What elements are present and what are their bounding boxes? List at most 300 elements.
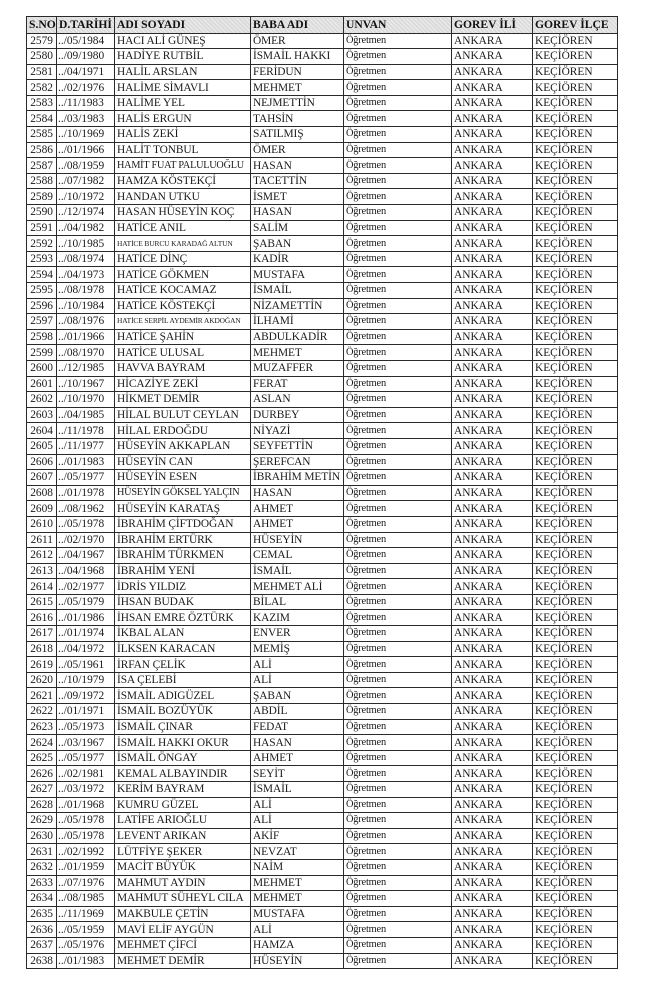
full-name-cell: MAHMUT SÜHEYL CILA <box>115 891 251 907</box>
full-name-cell: HAMZA KÖSTEKÇİ <box>115 173 251 189</box>
duty-district-cell: KEÇİÖREN <box>533 937 618 953</box>
duty-district-cell: KEÇİÖREN <box>533 563 618 579</box>
table-row <box>27 111 618 127</box>
birth-date-cell: ../02/1981 <box>57 766 115 782</box>
title-cell: Öğretmen <box>344 516 452 532</box>
birth-date-cell: ../10/1967 <box>57 376 115 392</box>
table-row <box>27 782 618 798</box>
sno-cell: 2596 <box>27 298 57 314</box>
full-name-cell: İSMAİL ÇINAR <box>115 719 251 735</box>
birth-date-cell: ../01/1978 <box>57 485 115 501</box>
sno-cell: 2606 <box>27 454 57 470</box>
table-row <box>27 844 618 860</box>
duty-city-cell: ANKARA <box>452 298 533 314</box>
table-row <box>27 33 618 49</box>
full-name-cell: HAMİT FUAT PALULUOĞLU <box>115 158 251 174</box>
father-name-cell: NEJMETTİN <box>251 95 344 111</box>
title-cell: Öğretmen <box>344 906 452 922</box>
table-row <box>27 641 618 657</box>
duty-district-cell: KEÇİÖREN <box>533 111 618 127</box>
father-name-cell: MEHMET ALİ <box>251 579 344 595</box>
father-name-cell: FERAT <box>251 376 344 392</box>
father-name-cell: ASLAN <box>251 392 344 408</box>
full-name-cell: HATİCE GÖKMEN <box>115 267 251 283</box>
title-cell: Öğretmen <box>344 267 452 283</box>
full-name-cell: İBRAHİM YENİ <box>115 563 251 579</box>
father-name-cell: ABDULKADİR <box>251 329 344 345</box>
title-cell: Öğretmen <box>344 485 452 501</box>
title-cell: Öğretmen <box>344 298 452 314</box>
duty-district-cell: KEÇİÖREN <box>533 314 618 330</box>
birth-date-cell: ../05/1979 <box>57 594 115 610</box>
full-name-cell: HALİME YEL <box>115 95 251 111</box>
duty-city-cell: ANKARA <box>452 828 533 844</box>
full-name-cell: MEHMET DEMİR <box>115 953 251 969</box>
duty-city-cell: ANKARA <box>452 641 533 657</box>
table-row <box>27 376 618 392</box>
table-row <box>27 548 618 564</box>
table-row <box>27 859 618 875</box>
duty-district-cell: KEÇİÖREN <box>533 719 618 735</box>
birth-date-cell: ../01/1966 <box>57 329 115 345</box>
full-name-cell: HİCAZİYE ZEKİ <box>115 376 251 392</box>
full-name-cell: HACI ALİ GÜNEŞ <box>115 33 251 49</box>
birth-date-cell: ../10/1969 <box>57 127 115 143</box>
title-cell: Öğretmen <box>344 33 452 49</box>
birth-date-cell: ../01/1986 <box>57 610 115 626</box>
title-cell: Öğretmen <box>344 142 452 158</box>
table-row <box>27 735 618 751</box>
duty-city-cell: ANKARA <box>452 672 533 688</box>
sno-cell: 2611 <box>27 532 57 548</box>
birth-date-cell: ../01/1983 <box>57 454 115 470</box>
duty-district-cell: KEÇİÖREN <box>533 766 618 782</box>
table-row <box>27 922 618 938</box>
title-cell: Öğretmen <box>344 329 452 345</box>
father-name-cell: İSMAİL <box>251 283 344 299</box>
table-row <box>27 220 618 236</box>
duty-city-cell: ANKARA <box>452 875 533 891</box>
title-cell: Öğretmen <box>344 953 452 969</box>
title-cell: Öğretmen <box>344 563 452 579</box>
title-cell: Öğretmen <box>344 111 452 127</box>
table-row <box>27 95 618 111</box>
header-birth-date: D.TARİHİ <box>57 17 115 34</box>
duty-city-cell: ANKARA <box>452 750 533 766</box>
full-name-cell: İBRAHİM TÜRKMEN <box>115 548 251 564</box>
sno-cell: 2637 <box>27 937 57 953</box>
table-row <box>27 516 618 532</box>
father-name-cell: CEMAL <box>251 548 344 564</box>
title-cell: Öğretmen <box>344 641 452 657</box>
table-row <box>27 267 618 283</box>
table-row <box>27 891 618 907</box>
full-name-cell: HASAN HÜSEYİN KOÇ <box>115 205 251 221</box>
full-name-cell: İBRAHİM ERTÜRK <box>115 532 251 548</box>
father-name-cell: MUSTAFA <box>251 267 344 283</box>
duty-district-cell: KEÇİÖREN <box>533 672 618 688</box>
sno-cell: 2581 <box>27 64 57 80</box>
duty-district-cell: KEÇİÖREN <box>533 127 618 143</box>
table-row <box>27 407 618 423</box>
duty-city-cell: ANKARA <box>452 626 533 642</box>
title-cell: Öğretmen <box>344 251 452 267</box>
birth-date-cell: ../08/1959 <box>57 158 115 174</box>
father-name-cell: HÜSEYİN <box>251 532 344 548</box>
table-row <box>27 813 618 829</box>
title-cell: Öğretmen <box>344 657 452 673</box>
sno-cell: 2624 <box>27 735 57 751</box>
title-cell: Öğretmen <box>344 844 452 860</box>
duty-city-cell: ANKARA <box>452 782 533 798</box>
table-row <box>27 189 618 205</box>
title-cell: Öğretmen <box>344 672 452 688</box>
sno-cell: 2626 <box>27 766 57 782</box>
table-row <box>27 704 618 720</box>
sno-cell: 2600 <box>27 360 57 376</box>
father-name-cell: DURBEY <box>251 407 344 423</box>
document-sheet <box>26 16 617 969</box>
father-name-cell: NEVZAT <box>251 844 344 860</box>
title-cell: Öğretmen <box>344 64 452 80</box>
birth-date-cell: ../03/1972 <box>57 782 115 798</box>
birth-date-cell: ../11/1977 <box>57 438 115 454</box>
full-name-cell: İDRİS YILDIZ <box>115 579 251 595</box>
father-name-cell: MEHMET <box>251 891 344 907</box>
father-name-cell: ALİ <box>251 797 344 813</box>
duty-district-cell: KEÇİÖREN <box>533 828 618 844</box>
duty-district-cell: KEÇİÖREN <box>533 688 618 704</box>
sno-cell: 2587 <box>27 158 57 174</box>
birth-date-cell: ../08/1978 <box>57 283 115 299</box>
duty-city-cell: ANKARA <box>452 485 533 501</box>
birth-date-cell: ../10/1984 <box>57 298 115 314</box>
title-cell: Öğretmen <box>344 236 452 252</box>
father-name-cell: NİYAZİ <box>251 423 344 439</box>
title-cell: Öğretmen <box>344 49 452 65</box>
full-name-cell: KEMAL ALBAYINDIR <box>115 766 251 782</box>
title-cell: Öğretmen <box>344 283 452 299</box>
title-cell: Öğretmen <box>344 407 452 423</box>
full-name-cell: HATİCE ANIL <box>115 220 251 236</box>
table-row <box>27 828 618 844</box>
title-cell: Öğretmen <box>344 891 452 907</box>
full-name-cell: HATİCE DİNÇ <box>115 251 251 267</box>
table-row <box>27 953 618 969</box>
father-name-cell: ALİ <box>251 657 344 673</box>
sno-cell: 2585 <box>27 127 57 143</box>
title-cell: Öğretmen <box>344 766 452 782</box>
father-name-cell: ŞABAN <box>251 688 344 704</box>
father-name-cell: ENVER <box>251 626 344 642</box>
father-name-cell: KADİR <box>251 251 344 267</box>
sno-cell: 2592 <box>27 236 57 252</box>
duty-city-cell: ANKARA <box>452 548 533 564</box>
sno-cell: 2617 <box>27 626 57 642</box>
duty-district-cell: KEÇİÖREN <box>533 392 618 408</box>
birth-date-cell: ../08/1970 <box>57 345 115 361</box>
birth-date-cell: ../01/1983 <box>57 953 115 969</box>
full-name-cell: KERİM BAYRAM <box>115 782 251 798</box>
sno-cell: 2616 <box>27 610 57 626</box>
duty-city-cell: ANKARA <box>452 501 533 517</box>
duty-district-cell: KEÇİÖREN <box>533 438 618 454</box>
father-name-cell: MUSTAFA <box>251 906 344 922</box>
full-name-cell: HATİCE KÖSTEKÇİ <box>115 298 251 314</box>
sno-cell: 2625 <box>27 750 57 766</box>
father-name-cell: ŞEREFCAN <box>251 454 344 470</box>
father-name-cell: MEHMET <box>251 875 344 891</box>
table-row <box>27 205 618 221</box>
duty-district-cell: KEÇİÖREN <box>533 548 618 564</box>
full-name-cell: HÜSEYİN KARATAŞ <box>115 501 251 517</box>
title-cell: Öğretmen <box>344 345 452 361</box>
full-name-cell: HADİYE RUTBİL <box>115 49 251 65</box>
sno-cell: 2599 <box>27 345 57 361</box>
birth-date-cell: ../01/1959 <box>57 859 115 875</box>
sno-cell: 2610 <box>27 516 57 532</box>
sno-cell: 2597 <box>27 314 57 330</box>
father-name-cell: TAHSİN <box>251 111 344 127</box>
sno-cell: 2588 <box>27 173 57 189</box>
full-name-cell: İSMAİL ADIGÜZEL <box>115 688 251 704</box>
full-name-cell: MEHMET ÇİFCİ <box>115 937 251 953</box>
birth-date-cell: ../05/1973 <box>57 719 115 735</box>
title-cell: Öğretmen <box>344 438 452 454</box>
duty-city-cell: ANKARA <box>452 314 533 330</box>
duty-district-cell: KEÇİÖREN <box>533 251 618 267</box>
table-row <box>27 937 618 953</box>
personnel-table <box>26 16 618 969</box>
father-name-cell: ALİ <box>251 813 344 829</box>
birth-date-cell: ../08/1985 <box>57 891 115 907</box>
birth-date-cell: ../05/1978 <box>57 813 115 829</box>
duty-district-cell: KEÇİÖREN <box>533 142 618 158</box>
full-name-cell: MAKBULE ÇETİN <box>115 906 251 922</box>
table-row <box>27 360 618 376</box>
father-name-cell: İBRAHİM METİN <box>251 470 344 486</box>
sno-cell: 2603 <box>27 407 57 423</box>
duty-district-cell: KEÇİÖREN <box>533 470 618 486</box>
duty-city-cell: ANKARA <box>452 953 533 969</box>
birth-date-cell: ../01/1968 <box>57 797 115 813</box>
table-row <box>27 438 618 454</box>
table-row <box>27 610 618 626</box>
table-row <box>27 423 618 439</box>
duty-district-cell: KEÇİÖREN <box>533 750 618 766</box>
sno-cell: 2613 <box>27 563 57 579</box>
table-row <box>27 672 618 688</box>
sno-cell: 2635 <box>27 906 57 922</box>
header-duty-city: GOREV İLİ <box>452 17 533 34</box>
full-name-cell: HATİCE SERPİL AYDEMİR AKDOĞAN <box>115 314 251 330</box>
duty-city-cell: ANKARA <box>452 360 533 376</box>
table-row <box>27 750 618 766</box>
table-row <box>27 236 618 252</box>
full-name-cell: İHSAN BUDAK <box>115 594 251 610</box>
duty-city-cell: ANKARA <box>452 127 533 143</box>
father-name-cell: İSMAİL <box>251 563 344 579</box>
table-row <box>27 314 618 330</box>
table-row <box>27 719 618 735</box>
title-cell: Öğretmen <box>344 173 452 189</box>
title-cell: Öğretmen <box>344 532 452 548</box>
father-name-cell: HÜSEYİN <box>251 953 344 969</box>
duty-city-cell: ANKARA <box>452 423 533 439</box>
table-row <box>27 158 618 174</box>
title-cell: Öğretmen <box>344 610 452 626</box>
birth-date-cell: ../11/1978 <box>57 423 115 439</box>
father-name-cell: HASAN <box>251 205 344 221</box>
duty-city-cell: ANKARA <box>452 236 533 252</box>
birth-date-cell: ../04/1968 <box>57 563 115 579</box>
father-name-cell: FERİDUN <box>251 64 344 80</box>
father-name-cell: HASAN <box>251 485 344 501</box>
sno-cell: 2582 <box>27 80 57 96</box>
duty-district-cell: KEÇİÖREN <box>533 875 618 891</box>
duty-district-cell: KEÇİÖREN <box>533 891 618 907</box>
full-name-cell: İSA ÇELEBİ <box>115 672 251 688</box>
table-row <box>27 298 618 314</box>
father-name-cell: SALİM <box>251 220 344 236</box>
duty-district-cell: KEÇİÖREN <box>533 49 618 65</box>
father-name-cell: SATILMIŞ <box>251 127 344 143</box>
sno-cell: 2607 <box>27 470 57 486</box>
father-name-cell: İSMAİL <box>251 782 344 798</box>
table-row <box>27 283 618 299</box>
duty-city-cell: ANKARA <box>452 407 533 423</box>
title-cell: Öğretmen <box>344 80 452 96</box>
full-name-cell: İSMAİL HAKKI OKUR <box>115 735 251 751</box>
sno-cell: 2630 <box>27 828 57 844</box>
birth-date-cell: ../01/1974 <box>57 626 115 642</box>
duty-district-cell: KEÇİÖREN <box>533 610 618 626</box>
birth-date-cell: ../04/1971 <box>57 64 115 80</box>
sno-cell: 2633 <box>27 875 57 891</box>
duty-district-cell: KEÇİÖREN <box>533 532 618 548</box>
birth-date-cell: ../04/1982 <box>57 220 115 236</box>
duty-district-cell: KEÇİÖREN <box>533 329 618 345</box>
father-name-cell: AHMET <box>251 501 344 517</box>
sno-cell: 2634 <box>27 891 57 907</box>
title-cell: Öğretmen <box>344 423 452 439</box>
table-row <box>27 797 618 813</box>
table-row <box>27 64 618 80</box>
duty-city-cell: ANKARA <box>452 64 533 80</box>
duty-city-cell: ANKARA <box>452 95 533 111</box>
sno-cell: 2580 <box>27 49 57 65</box>
duty-district-cell: KEÇİÖREN <box>533 205 618 221</box>
sno-cell: 2584 <box>27 111 57 127</box>
duty-district-cell: KEÇİÖREN <box>533 579 618 595</box>
duty-city-cell: ANKARA <box>452 922 533 938</box>
duty-district-cell: KEÇİÖREN <box>533 345 618 361</box>
birth-date-cell: ../05/1978 <box>57 828 115 844</box>
full-name-cell: HÜSEYİN ESEN <box>115 470 251 486</box>
sno-cell: 2628 <box>27 797 57 813</box>
table-row <box>27 251 618 267</box>
father-name-cell: HAMZA <box>251 937 344 953</box>
full-name-cell: İSMAİL ÖNGAY <box>115 750 251 766</box>
sno-cell: 2615 <box>27 594 57 610</box>
full-name-cell: HÜSEYİN GÖKSEL YALÇIN <box>115 485 251 501</box>
table-row <box>27 875 618 891</box>
title-cell: Öğretmen <box>344 859 452 875</box>
title-cell: Öğretmen <box>344 813 452 829</box>
duty-city-cell: ANKARA <box>452 205 533 221</box>
birth-date-cell: ../05/1976 <box>57 937 115 953</box>
duty-city-cell: ANKARA <box>452 735 533 751</box>
full-name-cell: HİLAL ERDOĞDU <box>115 423 251 439</box>
father-name-cell: İSMAİL HAKKI <box>251 49 344 65</box>
birth-date-cell: ../03/1967 <box>57 735 115 751</box>
birth-date-cell: ../07/1982 <box>57 173 115 189</box>
table-row <box>27 532 618 548</box>
birth-date-cell: ../10/1985 <box>57 236 115 252</box>
full-name-cell: HANDAN UTKU <box>115 189 251 205</box>
sno-cell: 2604 <box>27 423 57 439</box>
full-name-cell: İHSAN EMRE ÖZTÜRK <box>115 610 251 626</box>
title-cell: Öğretmen <box>344 360 452 376</box>
duty-city-cell: ANKARA <box>452 173 533 189</box>
header-full-name: ADI SOYADI <box>115 17 251 34</box>
sno-cell: 2608 <box>27 485 57 501</box>
full-name-cell: KUMRU GÜZEL <box>115 797 251 813</box>
full-name-cell: HALİS ERGUN <box>115 111 251 127</box>
father-name-cell: SEYİT <box>251 766 344 782</box>
title-cell: Öğretmen <box>344 454 452 470</box>
title-cell: Öğretmen <box>344 501 452 517</box>
duty-district-cell: KEÇİÖREN <box>533 501 618 517</box>
title-cell: Öğretmen <box>344 470 452 486</box>
title-cell: Öğretmen <box>344 719 452 735</box>
duty-district-cell: KEÇİÖREN <box>533 158 618 174</box>
birth-date-cell: ../09/1972 <box>57 688 115 704</box>
father-name-cell: ÖMER <box>251 33 344 49</box>
duty-district-cell: KEÇİÖREN <box>533 376 618 392</box>
sno-cell: 2595 <box>27 283 57 299</box>
table-row <box>27 563 618 579</box>
duty-district-cell: KEÇİÖREN <box>533 80 618 96</box>
sno-cell: 2591 <box>27 220 57 236</box>
table-row <box>27 454 618 470</box>
birth-date-cell: ../11/1983 <box>57 95 115 111</box>
sno-cell: 2623 <box>27 719 57 735</box>
duty-district-cell: KEÇİÖREN <box>533 360 618 376</box>
full-name-cell: MACİT BÜYÜK <box>115 859 251 875</box>
sno-cell: 2609 <box>27 501 57 517</box>
birth-date-cell: ../04/1972 <box>57 641 115 657</box>
duty-city-cell: ANKARA <box>452 657 533 673</box>
title-cell: Öğretmen <box>344 782 452 798</box>
duty-district-cell: KEÇİÖREN <box>533 859 618 875</box>
duty-district-cell: KEÇİÖREN <box>533 657 618 673</box>
title-cell: Öğretmen <box>344 158 452 174</box>
title-cell: Öğretmen <box>344 797 452 813</box>
title-cell: Öğretmen <box>344 875 452 891</box>
table-row <box>27 485 618 501</box>
sno-cell: 2614 <box>27 579 57 595</box>
duty-district-cell: KEÇİÖREN <box>533 704 618 720</box>
sno-cell: 2586 <box>27 142 57 158</box>
duty-district-cell: KEÇİÖREN <box>533 407 618 423</box>
title-cell: Öğretmen <box>344 127 452 143</box>
full-name-cell: HATİCE ŞAHİN <box>115 329 251 345</box>
birth-date-cell: ../05/1977 <box>57 470 115 486</box>
father-name-cell: MEMİŞ <box>251 641 344 657</box>
sno-cell: 2620 <box>27 672 57 688</box>
duty-district-cell: KEÇİÖREN <box>533 797 618 813</box>
